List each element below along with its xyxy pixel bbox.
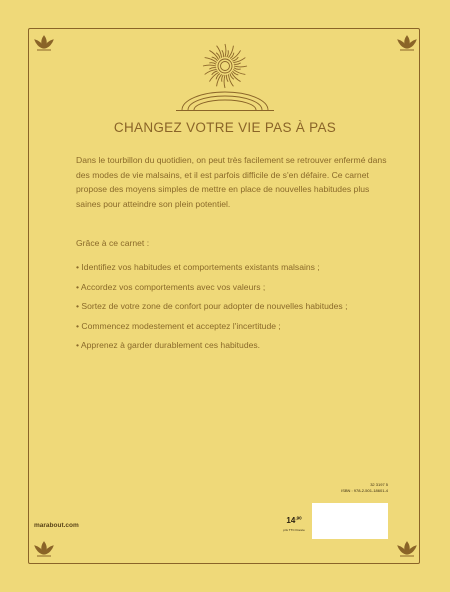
list-item: • Accordez vos comportements avec vos valeurs ; [76, 281, 266, 292]
benefits-list [76, 260, 388, 358]
product-code: 32 3197 5 [370, 482, 388, 487]
isbn-number: ISBN : 978-2-501-18601-4 [341, 488, 388, 493]
publisher-website: marabout.com [34, 522, 79, 529]
lead-text: Grâce à ce carnet : [76, 238, 150, 248]
list-item: • Commencez modestement et acceptez l'incertitude ; [76, 320, 281, 331]
price-note: prix TTC France [283, 528, 305, 532]
price-tag [280, 510, 308, 532]
list-item: • Apprenez à garder durablement ces habitudes. [76, 340, 261, 351]
lotus-ornament-icon [33, 540, 55, 558]
barcode-area [312, 503, 388, 539]
lotus-ornament-icon [396, 540, 418, 558]
sun-rays-icon [150, 38, 300, 118]
list-item: • Identifiez vos habitudes et comportements existants malsains ; [76, 262, 320, 272]
list-item: • Sortez de votre zone de confort pour adopter de nouvelles habitudes ; [76, 301, 348, 312]
page-title: CHANGEZ VOTRE VIE PAS À PAS [113, 120, 337, 135]
intro-paragraph: Dans le tourbillon du quotidien, on peut très facilement se retrouver enfermé dans des modes de vie malsains, et il est parfois difficile de s'en défaire. Ce carnet propose des moyens simples de mettre en place de nouvelles habitudes plus saines pour atteindre son plein potentiel. [76, 155, 387, 209]
lotus-ornament-icon [396, 34, 418, 52]
price-euros: 14 [286, 516, 296, 525]
lotus-ornament-icon [33, 34, 55, 52]
product-codes [338, 482, 388, 494]
price-cents: ,90 [295, 515, 302, 521]
